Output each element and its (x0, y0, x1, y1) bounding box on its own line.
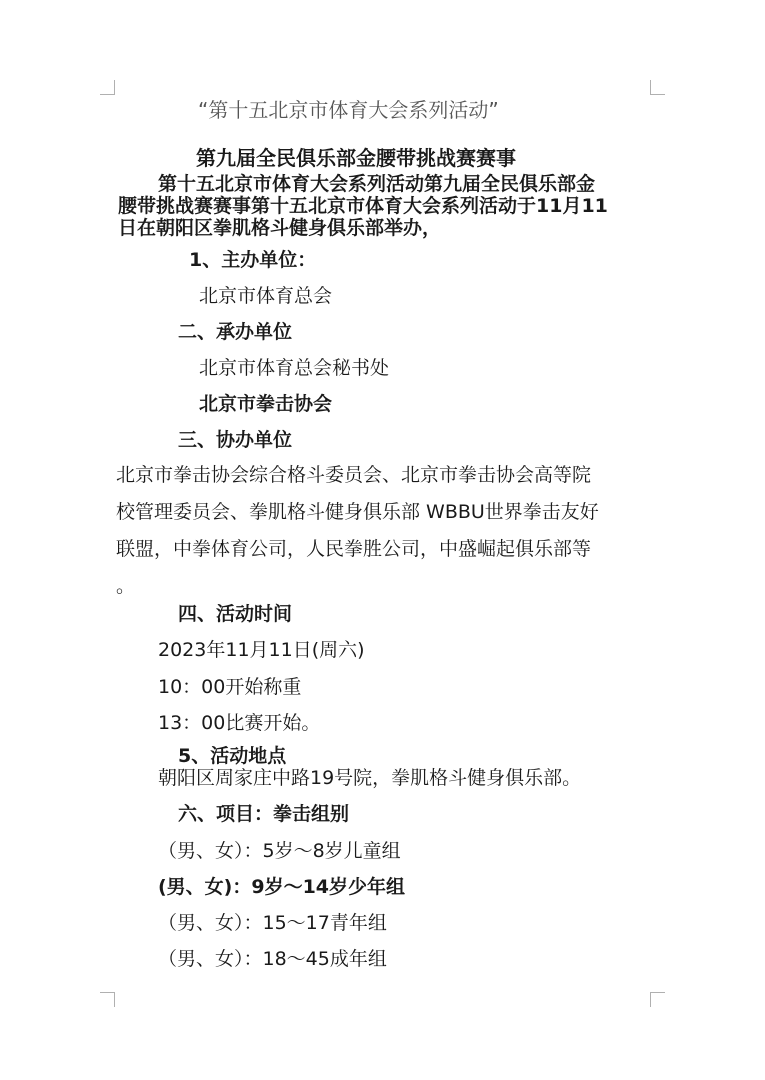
group-row: （男、女）：5岁～8岁儿童组 (158, 840, 401, 862)
section-3-line-4: 。 (116, 575, 136, 597)
section-3-line-1: 北京市拳击协会综合格斗委员会、北京市拳击协会高等院 (116, 464, 592, 486)
section-3-line-3: 联盟，中拳体育公司，人民拳胜公司，中盛崛起俱乐部等 (116, 538, 592, 560)
section-5-content: 朝阳区周家庄中路19号院，拳肌格斗健身俱乐部。 (158, 767, 582, 789)
section-3-line-2: 校管理委员会、拳肌格斗健身俱乐部 WBBU世界拳击友好 (116, 501, 599, 523)
group-row: （男、女）：15～17青年组 (158, 912, 387, 934)
section-4-date: 2023年11月11日(周六) (158, 639, 365, 661)
section-4-weighin: 10：00开始称重 (158, 676, 302, 698)
section-4-heading: 四、活动时间 (178, 603, 293, 625)
group-row: （男、女）：18～45成年组 (158, 948, 387, 970)
intro-line-2: 腰带挑战赛赛事第十五北京市体育大会系列活动于11月11 (118, 195, 608, 217)
headline: 第九届全民俱乐部金腰带挑战赛赛事 (196, 146, 516, 170)
section-6-heading: 六、项目：拳击组别 (178, 803, 350, 825)
section-3-heading: 三、协办单位 (178, 429, 293, 451)
section-2-heading: 二、承办单位 (178, 321, 293, 343)
section-1-heading: 1、主办单位： (189, 249, 317, 271)
top-title: “第十五北京市体育大会系列活动” (198, 98, 499, 122)
section-2-content-2: 北京市拳击协会 (199, 393, 333, 415)
intro-line-3: 日在朝阳区拳肌格斗健身俱乐部举办， (118, 217, 442, 239)
margin-corner-bottom-right (650, 992, 665, 1007)
group-row: (男、女)：9岁～14岁少年组 (158, 876, 406, 898)
section-4-start: 13：00比赛开始。 (158, 712, 321, 734)
intro-line-1: 第十五北京市体育大会系列活动第九届全民俱乐部金 (158, 173, 596, 195)
margin-corner-bottom-left (100, 992, 115, 1007)
margin-corner-top-left (100, 80, 115, 95)
section-1-content: 北京市体育总会 (199, 285, 333, 307)
section-2-content-1: 北京市体育总会秘书处 (199, 357, 390, 379)
margin-corner-top-right (650, 80, 665, 95)
section-5-heading: 5、活动地点 (178, 745, 287, 767)
